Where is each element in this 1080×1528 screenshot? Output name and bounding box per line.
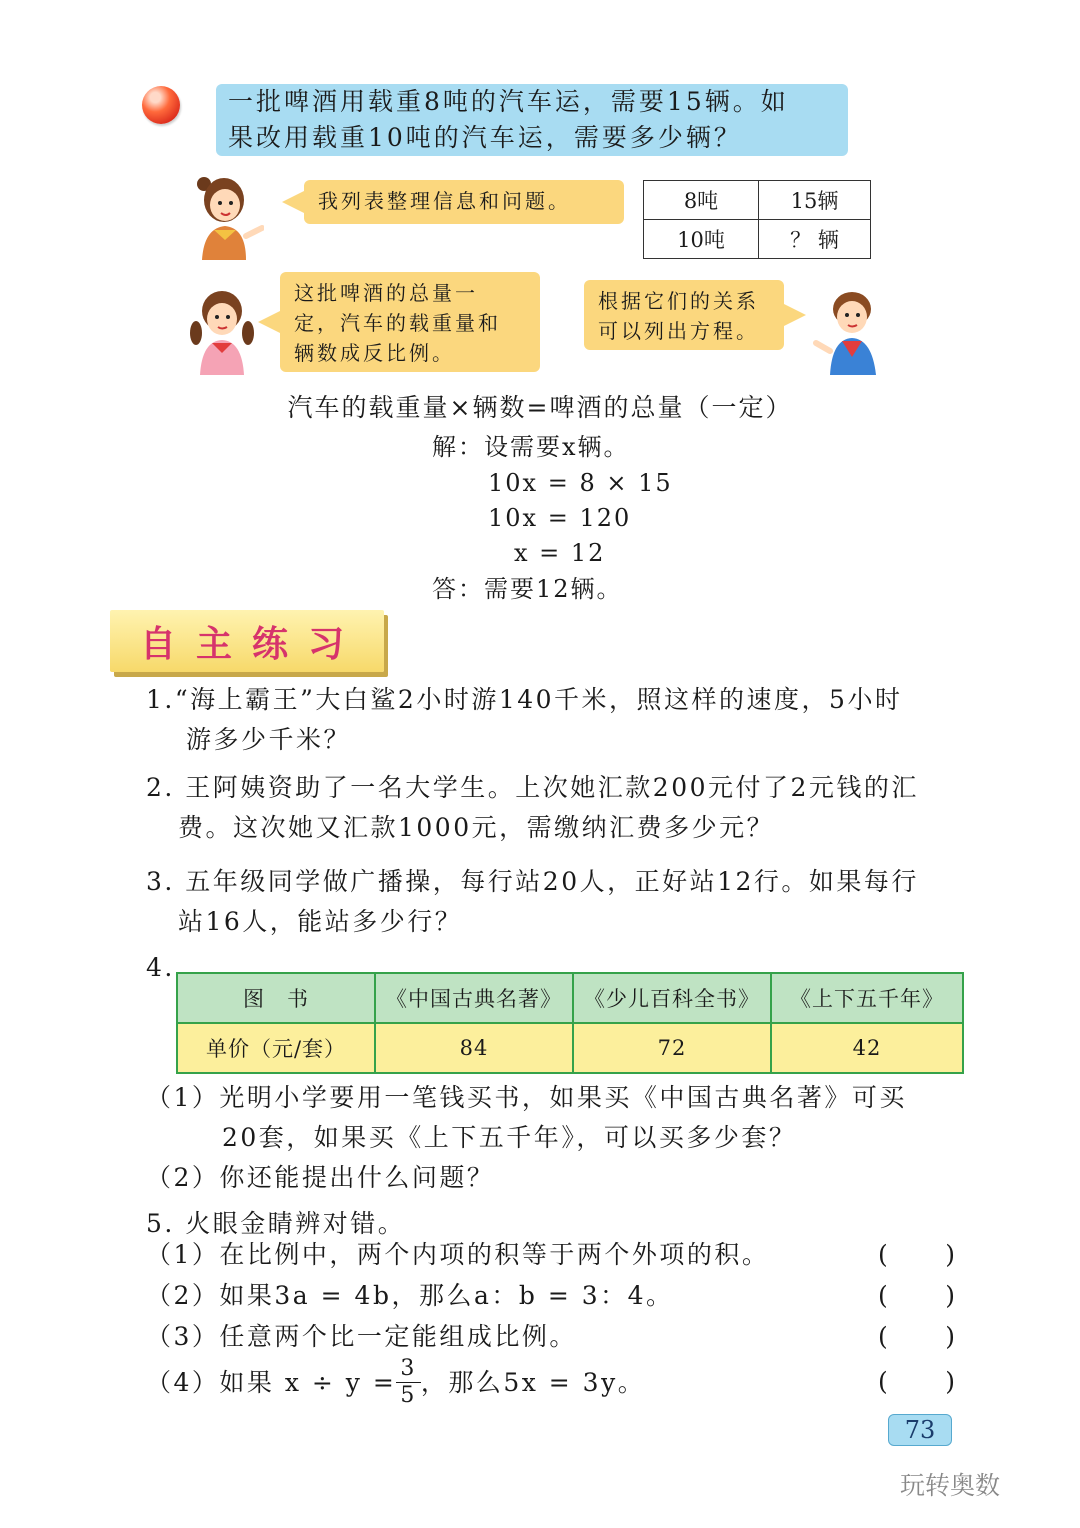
boy-character-icon <box>812 285 892 375</box>
watermark: 玩转奥数 <box>900 1471 1001 1500</box>
girl-character-icon <box>182 285 262 375</box>
table-cell: 10吨 <box>644 220 759 259</box>
exercise-3-line-1: 3. 五年级同学做广播操，每行站20人，正好站12行。如果每行 <box>146 867 919 896</box>
page-number: 73 <box>888 1414 952 1446</box>
table-row <box>177 1023 963 1073</box>
exercise-4-q1-line-2: 20套，如果买《上下五千年》，可以买多少套？ <box>222 1123 797 1152</box>
item-4-prefix: （4）如果 x ÷ y = <box>146 1367 397 1397</box>
solution-line: 10x = 8 × 15 <box>488 469 673 497</box>
solution-line: 10x = 120 <box>488 504 632 532</box>
solution-line: 解：设需要x辆。 <box>432 433 630 461</box>
exercise-5-item: （1）在比例中，两个内项的积等于两个外项的积。 <box>146 1240 770 1269</box>
fraction-denominator: 5 <box>400 1383 417 1408</box>
info-table <box>643 180 871 259</box>
fraction-numerator: 3 <box>396 1356 421 1383</box>
girl-character-icon <box>184 170 264 260</box>
table-row <box>644 220 871 259</box>
bubble-line: 辆数成反比例。 <box>294 341 455 365</box>
fraction <box>396 1356 421 1409</box>
table-cell: 42 <box>771 1023 963 1073</box>
bubble-line: 定，汽车的载重量和 <box>294 311 501 335</box>
example-problem-box <box>216 84 848 156</box>
table-header-cell: 《上下五千年》 <box>771 973 963 1023</box>
boy-speech-bubble <box>584 280 784 350</box>
exercise-4-q1-line-1: （1）光明小学要用一笔钱买书，如果买《中国古典名著》可买 <box>146 1083 907 1112</box>
book-price-table <box>176 972 964 1074</box>
table-cell: ？ 辆 <box>759 220 871 259</box>
exercise-2-line-2: 费。这次她又汇款1000元，需缴纳汇费多少元？ <box>178 813 775 842</box>
item-4-suffix: ，那么5x = 3y。 <box>420 1367 646 1397</box>
bubble-line: 可以列出方程。 <box>598 319 759 343</box>
table-cell: 8吨 <box>644 181 759 220</box>
girl-speech-bubble <box>304 180 624 224</box>
answer-blank[interactable]: ( ) <box>878 1367 958 1396</box>
table-cell: 15辆 <box>759 181 871 220</box>
problem-line-2: 果改用载重10吨的汽车运，需要多少辆？ <box>228 123 742 152</box>
exercise-1-line-1: 1.“海上霸王”大白鲨2小时游140千米，照这样的速度，5小时 <box>146 685 903 714</box>
solution-line: x = 12 <box>514 539 606 567</box>
solution-line: 答：需要12辆。 <box>432 575 623 603</box>
bubble-text: 我列表整理信息和问题。 <box>318 189 571 213</box>
exercise-3-line-2: 站16人，能站多少行？ <box>178 907 463 936</box>
exercise-5-item-4 <box>146 1356 645 1409</box>
table-row <box>644 181 871 220</box>
exercise-5-item: （2）如果3a = 4b，那么a：b = 3：4。 <box>146 1281 674 1310</box>
bubble-line: 根据它们的关系 <box>598 289 759 313</box>
girl-reasoning-bubble <box>280 272 540 372</box>
table-cell: 单价（元/套） <box>177 1023 375 1073</box>
relation-equation: 汽车的载重量×辆数=啤酒的总量（一定） <box>287 393 793 422</box>
problem-line-1: 一批啤酒用载重8吨的汽车运，需要15辆。如 <box>228 87 789 116</box>
answer-blank[interactable]: ( ) <box>878 1322 958 1351</box>
table-cell: 72 <box>573 1023 771 1073</box>
table-header-cell: 图 书 <box>177 973 375 1023</box>
exercise-4-q2: （2）你还能提出什么问题？ <box>146 1163 495 1192</box>
section-title: 自主练习 <box>140 624 365 665</box>
example-bullet-icon <box>142 86 180 124</box>
table-header-cell: 《中国古典名著》 <box>375 973 573 1023</box>
table-header-row <box>177 973 963 1023</box>
table-header-cell: 《少儿百科全书》 <box>573 973 771 1023</box>
exercise-5-item: （3）任意两个比一定能组成比例。 <box>146 1322 577 1351</box>
exercise-2-line-1: 2. 王阿姨资助了一名大学生。上次她汇款200元付了2元钱的汇 <box>146 773 919 802</box>
answer-blank[interactable]: ( ) <box>878 1240 958 1269</box>
answer-blank[interactable]: ( ) <box>878 1281 958 1310</box>
exercise-4-label: 4. <box>146 953 175 982</box>
section-banner <box>110 610 384 672</box>
exercise-1-line-2: 游多少千米？ <box>186 725 352 754</box>
table-cell: 84 <box>375 1023 573 1073</box>
exercise-5-title: 5. 火眼金睛辨对错。 <box>146 1209 406 1238</box>
bubble-line: 这批啤酒的总量一 <box>294 281 478 305</box>
